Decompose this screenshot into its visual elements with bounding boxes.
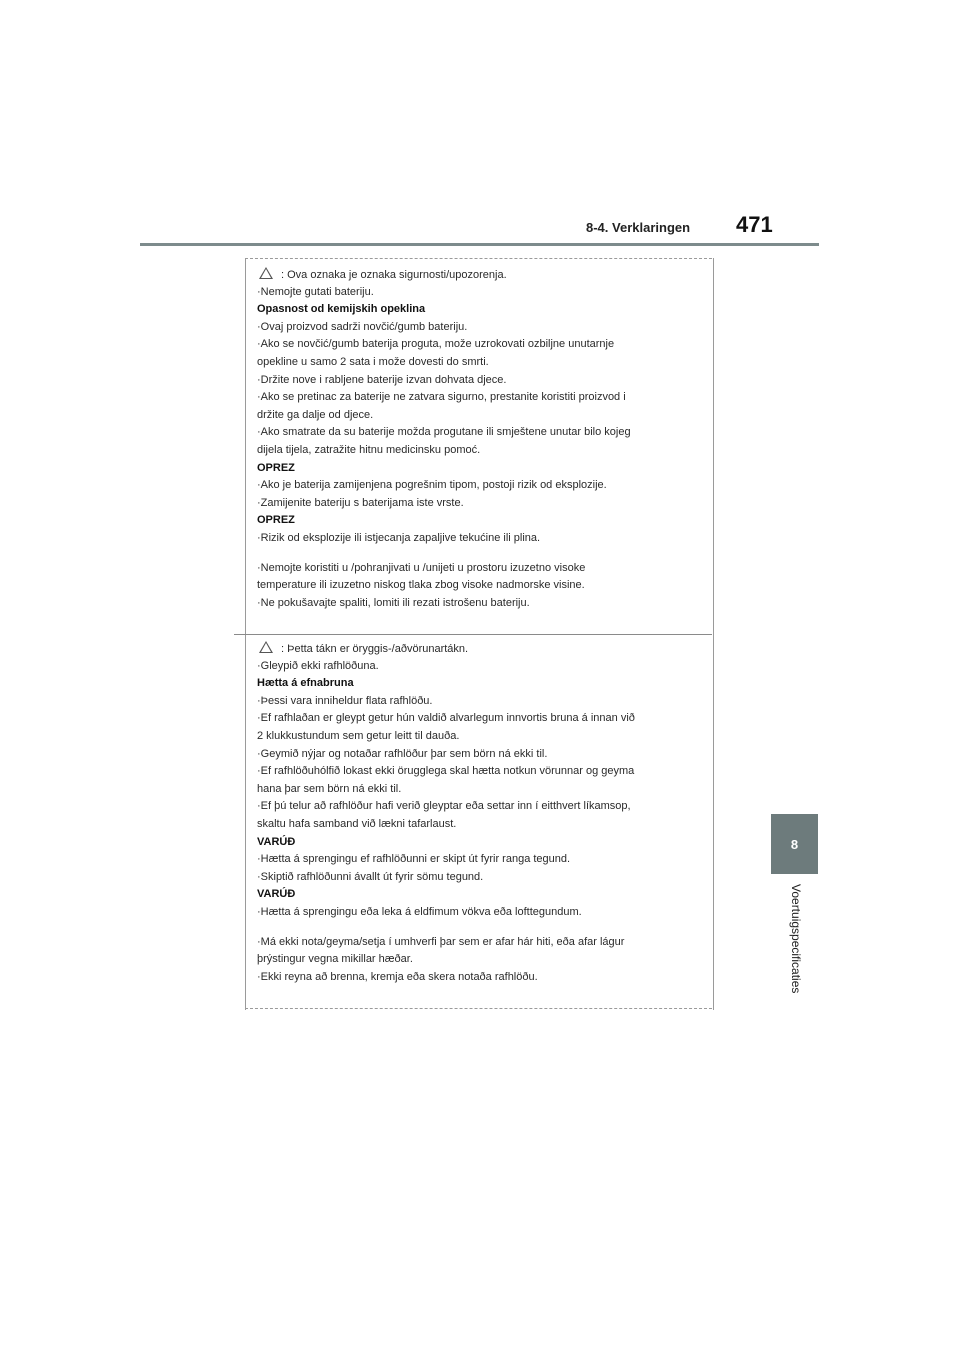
intro-text: : Ova oznaka je oznaka sigurnosti/upozorenja. [281,269,507,281]
warning-line: opekline u samo 2 sata i može dovesti do smrti. [257,355,489,368]
page-number: 471 [736,212,773,237]
warning-line: ·Ako se pretinac za baterije ne zatvara sigurno, prestanite koristiti proizvod i [257,391,626,404]
warning-line: ·Hætta á sprengingu ef rafhlöðunni er skipt út fyrir ranga tegund. [257,853,571,866]
chapter-label: Voertuigspecificaties [789,884,803,994]
croatian-warning-block [257,266,697,612]
language-divider [234,634,712,635]
warning-line: ·Geymið nýjar og notaðar rafhlöður þar sem börn ná ekki til. [257,747,548,760]
warning-line: 2 klukkustundum sem getur leitt til dauða. [257,729,460,742]
warning-line: ·Nemojte gutati bateriju. [257,285,374,298]
frame-top-edge [245,258,712,260]
warning-line: držite ga dalje od djece. [257,408,374,421]
header-divider [140,243,819,246]
warning-line: ·Ne pokušavajte spaliti, lomiti ili rezati istrošenu bateriju. [257,596,530,609]
warning-line: ·Rizik od eksplozije ili istjecanja zapaljive tekućine ili plina. [257,531,541,544]
frame-bottom-edge [245,1008,712,1010]
warning-line: dijela tijela, zatražite hitnu medicinsku pomoć. [257,443,481,456]
caution-heading: OPREZ [257,514,295,527]
warning-line: ·Zamijenite bateriju s baterijama iste vrste. [257,496,464,509]
caution-heading: VARÚÐ [257,888,296,901]
warning-line: ·Ef rafhlaðan er gleypt getur hún valdið alvarlegum innvortis bruna á innan við [257,712,635,725]
warning-triangle-icon [259,267,273,279]
warning-line: ·Držite nove i rabljene baterije izvan dohvata djece. [257,373,507,386]
warning-line: ·Þessi vara inniheldur flata rafhlöðu. [257,694,433,707]
warning-line: ·Gleypið ekki rafhlöðuna. [257,659,379,672]
warning-line: hana þar sem börn ná ekki til. [257,782,402,795]
warning-line: ·Ako smatrate da su baterije možda progutane ili smještene unutar bilo kojeg [257,426,631,439]
warning-line: ·Ovaj proizvod sadrži novčić/gumb bateriju. [257,320,468,333]
warning-heading: Hætta á efnabruna [257,677,354,690]
warning-line: ·Ako se novčić/gumb baterija proguta, može uzrokovati ozbiljne unutarnje [257,338,615,351]
warning-line: ·Hætta á sprengingu eða leka á eldfimum vökva eða lofttegundum. [257,905,582,918]
caution-heading: OPREZ [257,461,295,474]
warning-line: þrýstingur vegna mikillar hæðar. [257,953,413,966]
warning-line: ·Skiptið rafhlöðunni ávallt út fyrir sömu tegund. [257,870,484,883]
warning-line: ·Ekki reyna að brenna, kremja eða skera notaða rafhlöðu. [257,970,538,983]
caution-heading: VARÚÐ [257,835,296,848]
warning-triangle-icon [259,641,273,653]
section-title: 8-4. Verklaringen [586,220,691,235]
warning-line: temperature ili izuzetno niskog tlaka zbog visoke nadmorske visine. [257,579,585,592]
warning-heading: Opasnost od kemijskih opeklina [257,303,426,316]
intro-text: : Þetta tákn er öryggis-/aðvörunartákn. [281,643,469,655]
icelandic-warning-block [257,640,697,986]
warning-line: ·Ef þú telur að rafhlöður hafi verið gleyptar eða settar inn í eitthvert líkamsop, [257,800,631,813]
warning-line: ·Ako je baterija zamijenjena pogrešnim tipom, postoji rizik od eksplozije. [257,479,607,492]
chapter-number: 8 [790,836,799,852]
warning-line: skaltu hafa samband við lækni tafarlaust. [257,817,457,830]
chapter-tab [771,814,818,874]
warning-line: ·Nemojte koristiti u /pohranjivati u /unijeti u prostoru izuzetno visoke [257,561,586,574]
warning-line: ·Má ekki nota/geyma/setja í umhverfi þar sem er afar hár hiti, eða afar lágur [257,935,625,948]
warning-line: ·Ef rafhlöðuhólfið lokast ekki örugglega skal hætta notkun vörunnar og geyma [257,765,635,778]
